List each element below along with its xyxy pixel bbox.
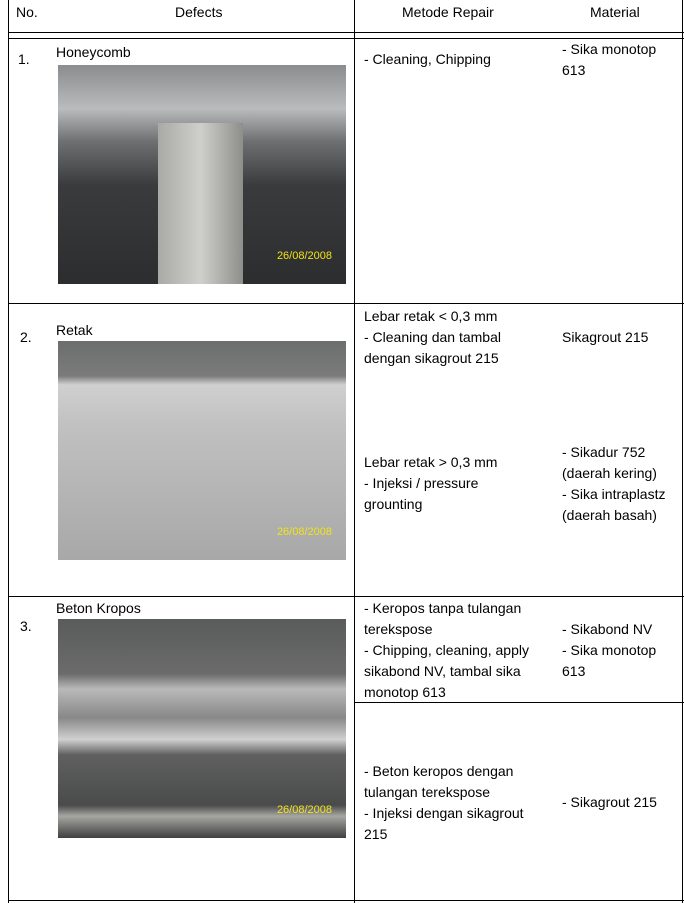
defect-title: Retak — [56, 322, 93, 338]
photo-date: 26/08/2008 — [276, 526, 332, 538]
border-middle — [354, 0, 355, 903]
row-divider — [8, 596, 684, 597]
metode-text: - Cleaning dan tambal — [364, 329, 501, 345]
metode-text: - Keropos tanpa tulangan — [364, 600, 522, 616]
defect-title: Beton Kropos — [56, 600, 141, 616]
border-right — [682, 0, 683, 903]
material-text: - Sika monotop — [562, 642, 657, 658]
row-number: 2. — [20, 329, 32, 345]
metode-text: grounting — [364, 496, 423, 512]
material-text: Sikagrout 215 — [562, 329, 649, 345]
metode-text: - Injeksi / pressure — [364, 475, 479, 491]
header-divider — [8, 32, 684, 33]
photo-date: 26/08/2008 — [276, 250, 332, 262]
metode-text: sikabond NV, tambal sika — [364, 663, 521, 679]
defect-photo — [58, 619, 346, 838]
material-text: - Sikagrout 215 — [562, 794, 657, 810]
material-text: (daerah basah) — [562, 507, 657, 523]
defect-photo — [58, 341, 346, 560]
metode-text: monotop 613 — [364, 684, 446, 700]
metode-text: dengan sikagrout 215 — [364, 350, 499, 366]
material-text: - Sika monotop — [562, 41, 657, 57]
header-metode: Metode Repair — [402, 4, 494, 20]
border-bottom — [8, 900, 684, 901]
row-number: 1. — [18, 51, 30, 67]
row-number: 3. — [20, 618, 32, 634]
metode-text: - Cleaning, Chipping — [364, 51, 491, 67]
header-no: No. — [16, 4, 38, 20]
defect-photo — [58, 65, 346, 284]
material-text: - Sikabond NV — [562, 621, 653, 637]
metode-text: Lebar retak > 0,3 mm — [364, 454, 498, 470]
metode-text: - Chipping, cleaning, apply — [364, 642, 529, 658]
metode-text: terekspose — [364, 621, 433, 637]
metode-text: - Beton keropos dengan — [364, 763, 514, 779]
material-text: - Sika intraplastz — [562, 486, 666, 502]
material-text: 613 — [562, 62, 586, 78]
metode-text: 215 — [364, 826, 388, 842]
defect-title: Honeycomb — [56, 44, 131, 60]
metode-text: Lebar retak < 0,3 mm — [364, 308, 498, 324]
material-text: (daerah kering) — [562, 465, 657, 481]
metode-text: - Injeksi dengan sikagrout — [364, 805, 524, 821]
material-text: 613 — [562, 663, 586, 679]
metode-text: tulangan terekspose — [364, 784, 491, 800]
row-divider — [8, 303, 684, 304]
header-material: Material — [590, 4, 640, 20]
header-defects: Defects — [175, 4, 223, 20]
photo-date: 26/08/2008 — [276, 804, 332, 816]
material-text: - Sikadur 752 — [562, 444, 646, 460]
border-left — [8, 0, 9, 903]
